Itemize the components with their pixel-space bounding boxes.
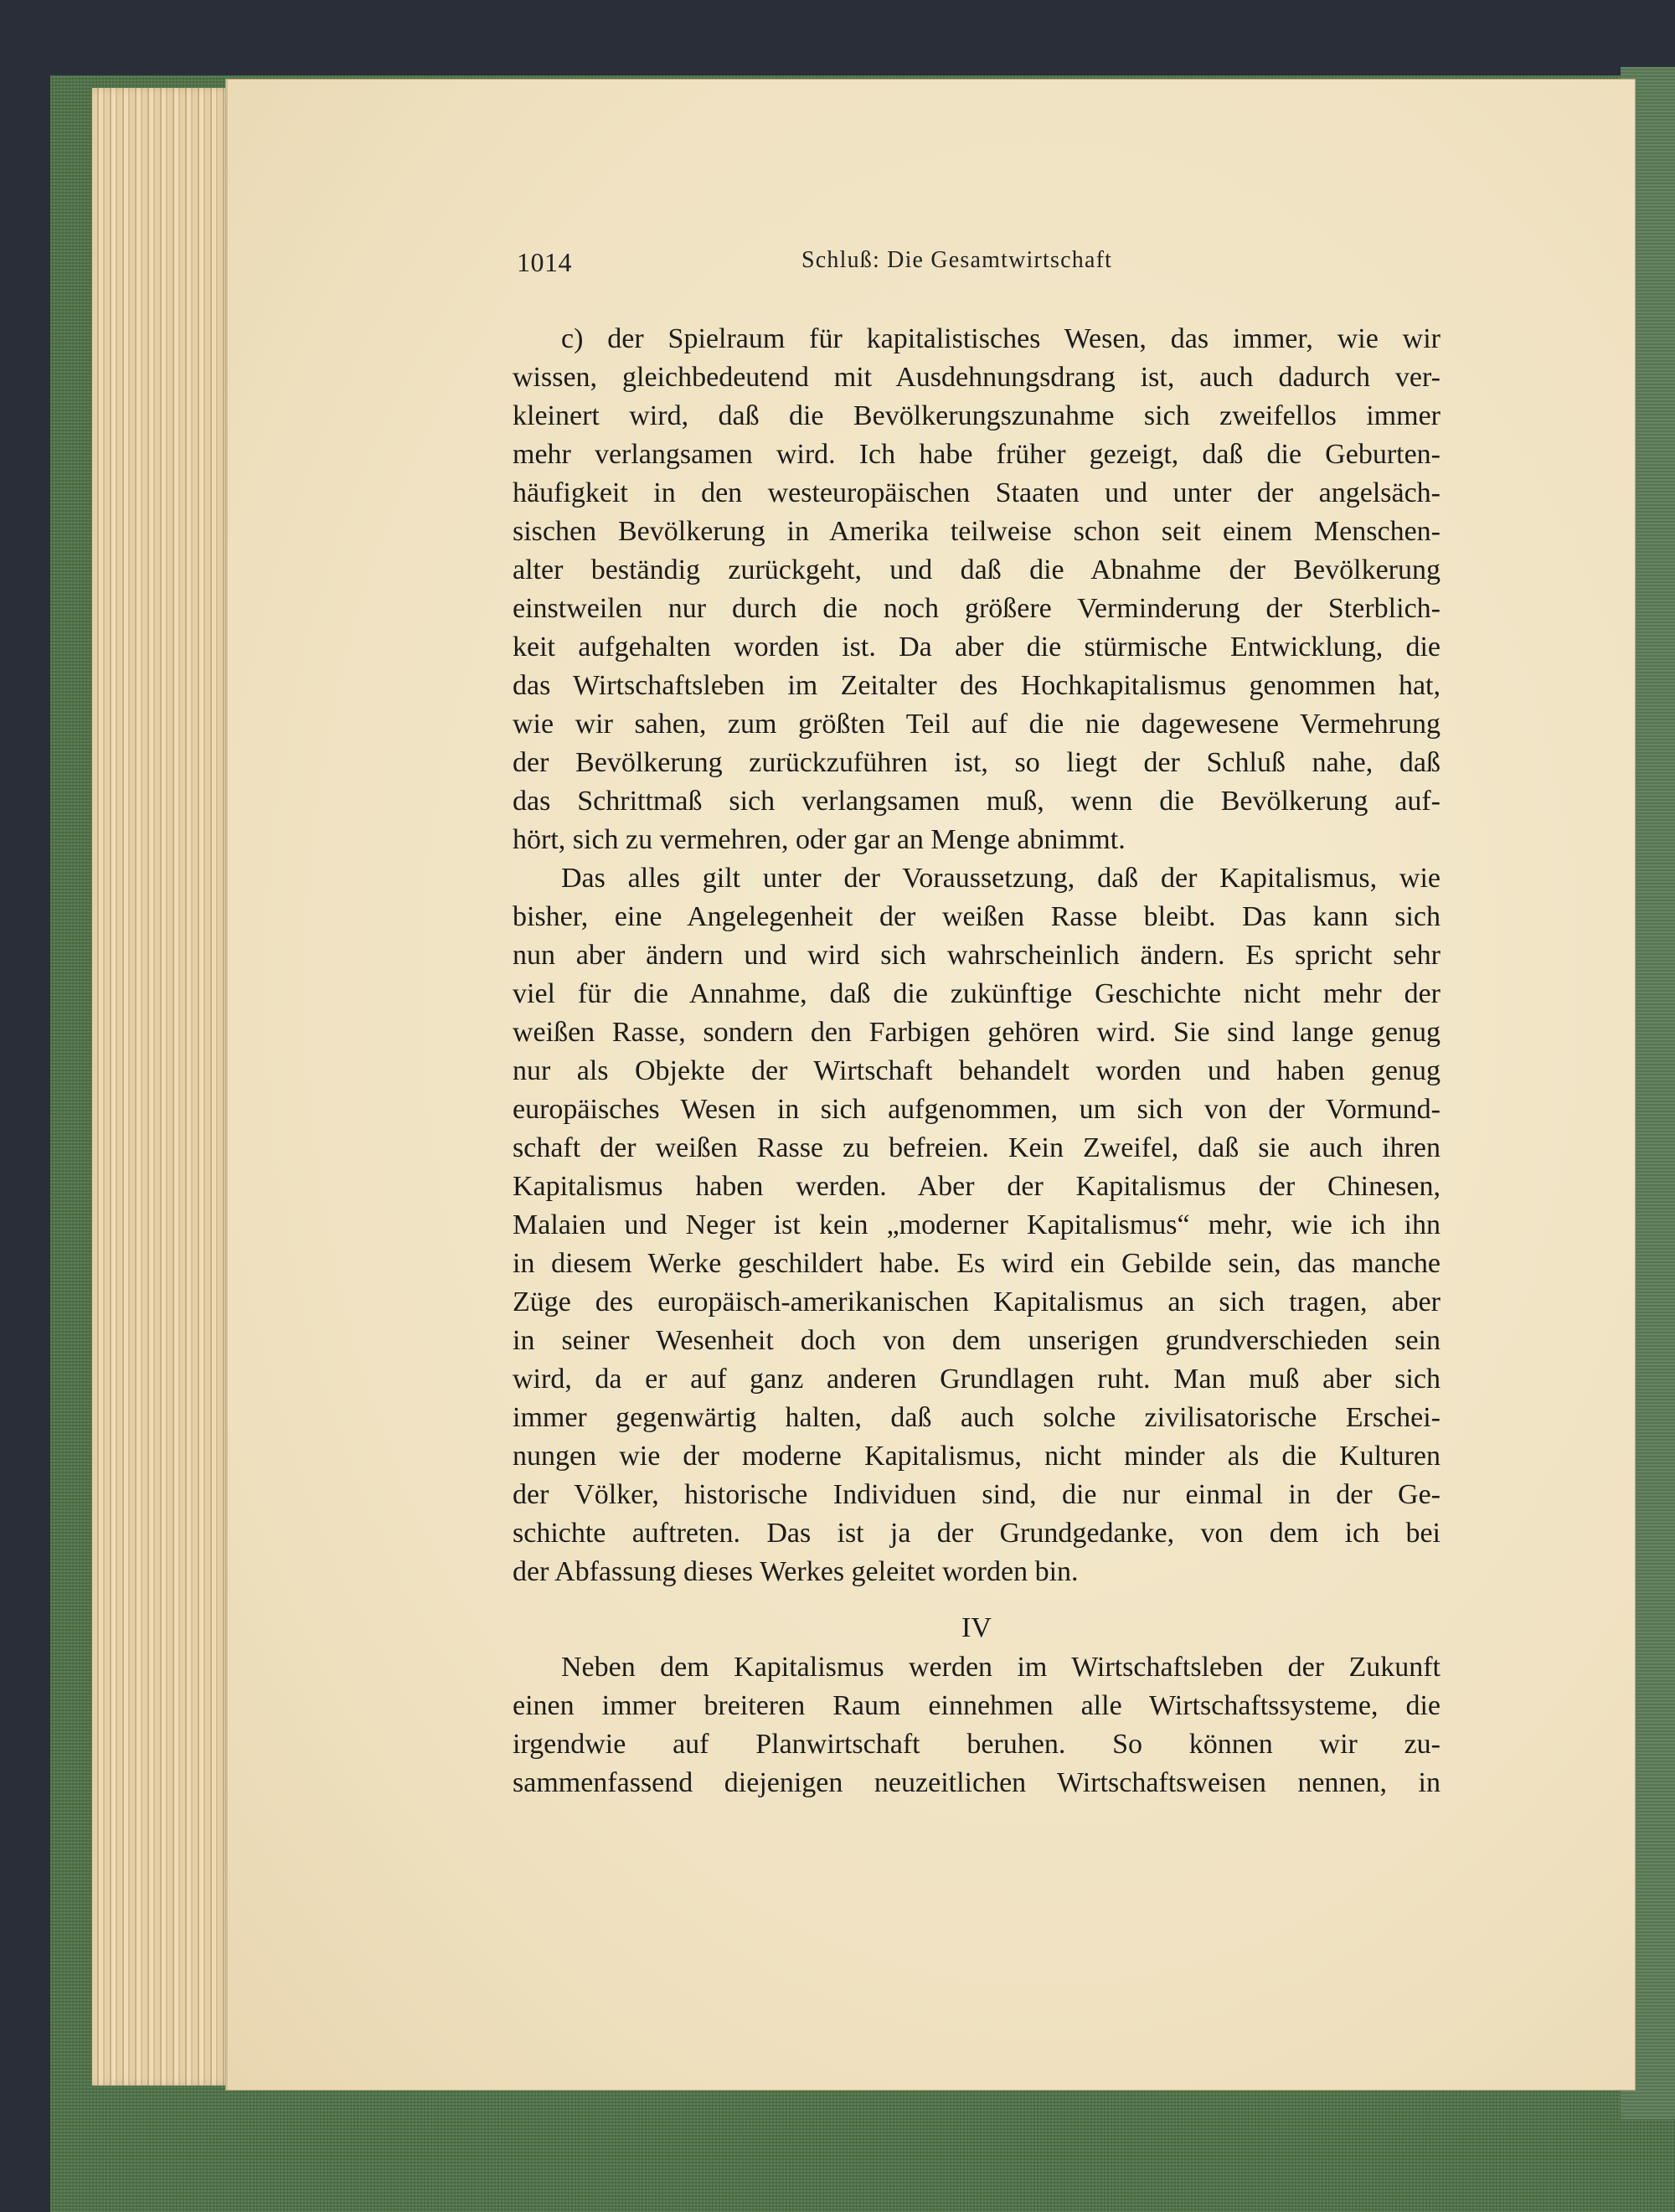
text-line: kleinert wird, daß die Bevölkerungszunahme sich zweifellos immer [513, 400, 1440, 431]
text-line: der Völker, historische Individuen sind, die nur einmal in der Ge- [513, 1479, 1440, 1510]
text-line: wird, da er auf ganz anderen Grundlagen ruht. Man muß aber sich [513, 1364, 1440, 1395]
text-line: Züge des europäisch-amerikanischen Kapitalismus an sich tragen, aber [513, 1286, 1440, 1317]
text-line: immer gegenwärtig halten, daß auch solche zivilisatorische Erschei- [513, 1402, 1440, 1433]
text-line: schichte auftreten. Das ist ja der Grundgedanke, von dem ich bei [513, 1518, 1440, 1549]
text-line: schaft der weißen Rasse zu befreien. Kein Zweifel, daß sie auch ihren [513, 1132, 1440, 1163]
text-line: Neben dem Kapitalismus werden im Wirtschaftsleben der Zukunft [561, 1652, 1440, 1683]
text-line: häufigkeit in den westeuropäischen Staaten und unter der angelsäch- [513, 477, 1440, 508]
text-line: viel für die Annahme, daß die zukünftige Geschichte nicht mehr der [513, 978, 1440, 1009]
text-line: das Schrittmaß sich verlangsamen muß, wenn die Bevölkerung auf- [513, 786, 1440, 817]
text-line: c) der Spielraum für kapitalistisches Wesen, das immer, wie wir [561, 323, 1440, 354]
text-line: hört, sich zu vermehren, oder gar an Menge abnimmt. [513, 824, 1126, 855]
page-body [513, 320, 1440, 1802]
paragraph-3 [513, 1648, 1440, 1802]
text-line: das Wirtschaftsleben im Zeitalter des Hochkapitalismus genommen hat, [513, 670, 1440, 701]
text-line: der Abfassung dieses Werkes geleitet worden bin. [513, 1556, 1079, 1587]
page-edges [92, 88, 234, 2086]
text-line: Kapitalismus haben werden. Aber der Kapitalismus der Chinesen, [513, 1171, 1440, 1202]
page-header [517, 247, 1442, 281]
text-line: in diesem Werke geschildert habe. Es wird ein Gebilde sein, das manche [513, 1248, 1440, 1279]
text-line: bisher, eine Angelegenheit der weißen Rasse bleibt. Das kann sich [513, 901, 1440, 932]
text-line: alter beständig zurückgeht, und daß die Abnahme der Bevölkerung [513, 554, 1440, 585]
text-line: mehr verlangsamen wird. Ich habe früher gezeigt, daß die Geburten- [513, 439, 1440, 470]
text-line: nur als Objekte der Wirtschaft behandelt worden und haben genug [513, 1055, 1440, 1086]
paragraph-1 [513, 320, 1440, 859]
text-line: nungen wie der moderne Kapitalismus, nicht minder als die Kulturen [513, 1441, 1440, 1472]
text-line: Malaien und Neger ist kein „moderner Kapitalismus“ mehr, wie ich ihn [513, 1209, 1440, 1240]
paragraph-2 [513, 859, 1440, 1591]
text-line: wie wir sahen, zum größten Teil auf die nie dagewesene Vermehrung [513, 709, 1440, 740]
text-line: Das alles gilt unter der Voraussetzung, daß der Kapitalismus, wie [561, 863, 1440, 894]
text-line: einstweilen nur durch die noch größere Verminderung der Sterblich- [513, 593, 1440, 624]
text-line: der Bevölkerung zurückzuführen ist, so liegt der Schluß nahe, daß [513, 747, 1440, 778]
text-line: sammenfassend diejenigen neuzeitlichen Wirtschaftsweisen nennen, in [513, 1767, 1440, 1798]
text-line: einen immer breiteren Raum einnehmen alle Wirtschaftssysteme, die [513, 1690, 1440, 1721]
section-number: IV [961, 1612, 992, 1643]
text-line: in seiner Wesenheit doch von dem unserigen grundverschieden sein [513, 1325, 1440, 1356]
text-line: weißen Rasse, sondern den Farbigen gehören wird. Sie sind lange genug [513, 1017, 1440, 1048]
page-number: 1014 [517, 247, 572, 277]
text-line: europäisches Wesen in sich aufgenommen, um sich von der Vormund- [513, 1094, 1440, 1125]
text-line: nun aber ändern und wird sich wahrscheinlich ändern. Es spricht sehr [513, 940, 1440, 971]
text-line: sischen Bevölkerung in Amerika teilweise schon seit einem Menschen- [513, 516, 1440, 547]
text-line: wissen, gleichbedeutend mit Ausdehnungsdrang ist, auch dadurch ver- [513, 362, 1440, 393]
running-head: Schluß: Die Gesamtwirtschaft [801, 247, 1113, 273]
text-line: keit aufgehalten worden ist. Da aber die stürmische Entwicklung, die [513, 632, 1440, 663]
text-line: irgendwie auf Planwirtschaft beruhen. So können wir zu- [513, 1729, 1440, 1760]
